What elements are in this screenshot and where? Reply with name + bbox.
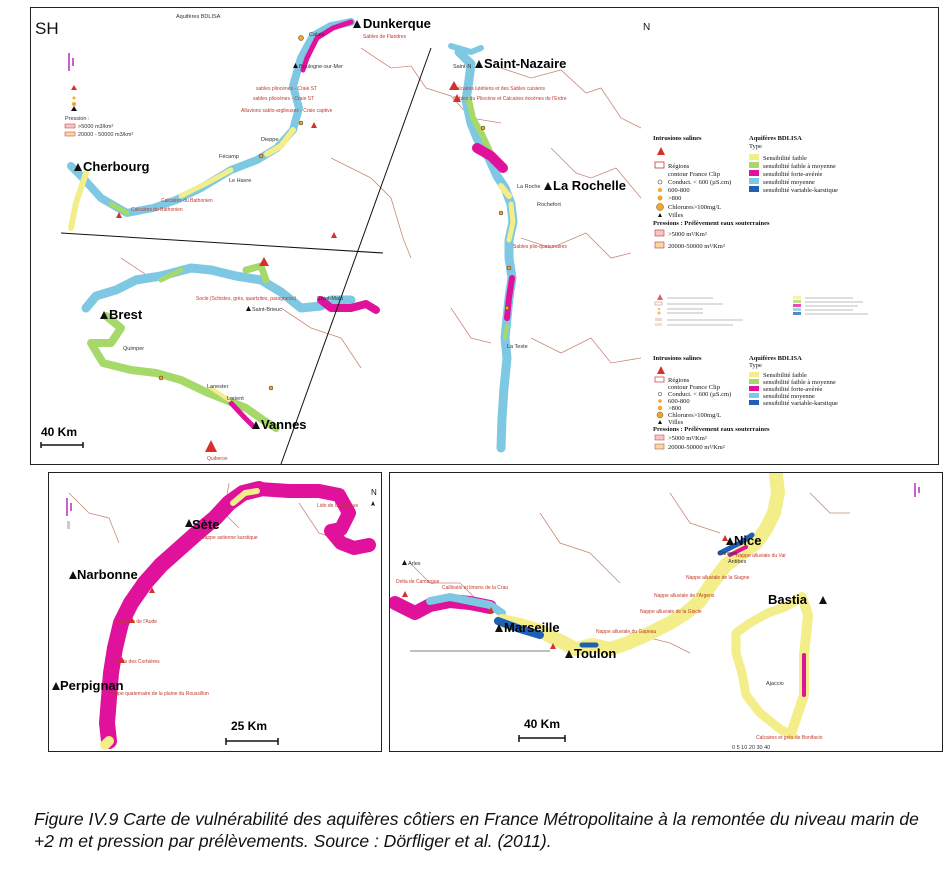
map-panel-atlantic-manche: [30, 7, 939, 465]
coast-corse: [736, 597, 808, 735]
place-saint-malo: Saint-Malo: [317, 296, 344, 302]
scale-label-br: 40 Km: [524, 717, 561, 731]
scalebar-ticks-br: 0 5 10 20 30 40: [732, 745, 771, 751]
place-ajaccio: Ajaccio: [766, 681, 784, 687]
legend3-s5: sensibilité variable-karstique: [763, 400, 838, 407]
legend-c600: 600-800: [668, 187, 690, 194]
place-boulogne: Boulogne-sur-Mer: [299, 64, 344, 70]
place-lanester: Lanester: [207, 384, 229, 390]
map-paca-corse: [390, 473, 942, 751]
city-vannes: Vannes: [261, 417, 307, 432]
legend-regions: Régions: [668, 163, 690, 170]
legend-s5: sensibilité variable-karstique: [763, 187, 838, 194]
legend3-conduct: Conduct. < 600 (µS.cm): [668, 391, 732, 398]
aq-bathonien-1: Calcaires du Bathonien: [161, 198, 213, 204]
place-quiberon: Quiberon: [207, 456, 228, 462]
aq-cuisiens: Calcaires lutétiens et des Sables cuisiens: [453, 86, 545, 92]
north-arrow-bl: N: [371, 488, 377, 497]
aq-camargue: Delta de Camargue: [396, 579, 440, 585]
place-rochefort: Rochefort: [537, 202, 561, 208]
city-narbonne: Narbonne: [77, 567, 138, 582]
scale-bar-bl: [226, 719, 278, 745]
scale-bar-top: [41, 425, 83, 448]
panel-label: SH: [35, 19, 59, 38]
aq-pliocene: Sables du Pliocène et Calcaires éocènes de l'Erdre: [453, 96, 567, 102]
place-saint-brieuc: Saint-Brieuc: [252, 307, 282, 313]
aq-craie-2: sables pliocènes - Craie ST: [253, 96, 315, 102]
place-cannes: Cannes: [718, 551, 737, 557]
legend-chlorures: Chlorures>100mg/L: [668, 204, 722, 211]
legend-p2: 20000-50000 m³/Km²: [668, 243, 725, 250]
intrusion-markers-br: [402, 535, 728, 649]
legend-medium: [653, 355, 838, 451]
city-bastia: Bastia: [768, 592, 808, 607]
place-saint-n: Saint-N: [453, 64, 472, 70]
place-fecamp: Fécamp: [219, 154, 239, 160]
city-sete: Sète: [192, 517, 220, 532]
scale-label-top: 40 Km: [41, 425, 78, 439]
legend3-villes: Villes: [668, 419, 684, 426]
map-atlantic-manche: [31, 8, 938, 464]
aq-argens: Nappe alluviale de l'Argens: [654, 593, 715, 599]
legend-s1: Sensibilité faible: [763, 155, 807, 162]
city-nice: Nice: [734, 533, 762, 548]
map-panel-paca-corse: [389, 472, 943, 752]
legend3-s4: sensibilité moyenne: [763, 393, 815, 400]
aq-craie-1: sables pliocènes - Craie ST: [256, 86, 318, 92]
legend3-p1: >5000 m³/Km²: [668, 435, 707, 442]
scale-bar-br: [519, 717, 770, 751]
aq-flandres: Sables de Flandres: [363, 34, 407, 40]
legend-aquiferes: Aquifères BDLISA: [749, 135, 802, 142]
mini-legend-br: [915, 483, 919, 497]
legend3-c800: >800: [668, 405, 682, 412]
aq-socle: Socle (Schistes, grès, quartzites, paragneiss): [196, 296, 297, 302]
legend3-p2: 20000-50000 m³/Km²: [668, 444, 725, 451]
legend3-type: Type: [749, 362, 762, 369]
legend-c800: >800: [668, 195, 682, 202]
map-panel-languedoc: [48, 472, 382, 752]
legend-villes: Villes: [668, 212, 684, 219]
scale-label-bl: 25 Km: [231, 719, 268, 733]
mini-pression-label: Pression :: [65, 116, 90, 122]
mini-legend-bl: [67, 498, 71, 529]
city-toulon: Toulon: [574, 646, 617, 661]
legend3-contour: contour France Clip: [668, 384, 720, 391]
aq-roussillon: Nappe quaternaire de la plaine du Roussillon: [109, 691, 209, 697]
aq-camargue-bl: Lido de Camargue: [317, 503, 359, 509]
place-le-havre: Le Havre: [229, 178, 252, 184]
place-la-teste: La Teste: [507, 344, 528, 350]
legend-small: [653, 292, 903, 332]
coast-languedoc: [105, 489, 369, 745]
header-aquiferes-mini: Aquifères BDLISA: [176, 14, 221, 20]
place-arles: Arles: [408, 561, 421, 567]
north-arrow-top: N: [643, 22, 651, 33]
place-lorient: Lorient: [227, 396, 244, 402]
mini-legend-top: [65, 53, 134, 138]
coast-paca: [395, 475, 778, 649]
legend3-s1: Sensibilité faible: [763, 372, 807, 379]
aq-siagne: Nappe alluviale de la Siagne: [686, 575, 750, 581]
aq-bonifacio: Calcaires et grès de Bonifacio: [756, 735, 823, 741]
mini-pression-1: >5000 m3/km²: [78, 124, 114, 130]
city-la-rochelle: La Rochelle: [553, 178, 626, 193]
legend3-s3: sensibilité forte-avérée: [763, 386, 823, 393]
legend3-regions: Régions: [668, 377, 690, 384]
aq-gapeau: Nappe alluviale du Gapeau: [596, 629, 657, 635]
aq-var: Nappe alluviale du Var: [736, 553, 786, 559]
legend3-s2: sensibilité faible à moyenne: [763, 379, 836, 386]
legend-s2: sensibilité faible à moyenne: [763, 163, 836, 170]
legend-s3: sensibilité forte-avérée: [763, 171, 823, 178]
aq-aude: Alluvions de l'Aude: [115, 619, 158, 625]
aq-corbieres: Karsts des Corbières: [113, 659, 160, 665]
mini-pression-2: 20000 - 50000 m3/km²: [78, 132, 134, 138]
place-dieppe: Dieppe: [261, 137, 279, 143]
legend-intrusions: Intrusions salines: [653, 135, 702, 142]
map-languedoc: [49, 473, 381, 751]
city-cherbourg: Cherbourg: [83, 159, 150, 174]
aq-fos: Cailloutis et limons de la Crau: [442, 585, 509, 591]
legend3-aquiferes: Aquifères BDLISA: [749, 355, 802, 362]
place-quimper: Quimper: [123, 346, 145, 352]
city-dunkerque: Dunkerque: [363, 16, 431, 31]
city-perpignan: Perpignan: [60, 678, 124, 693]
legend-s4: sensibilité moyenne: [763, 179, 815, 186]
city-marseille: Marseille: [504, 620, 560, 635]
place-la-roche: La Roche: [517, 184, 541, 190]
aq-bathonien-2: Calcaires du Bathonien: [131, 207, 183, 213]
legend-contour: contour France Clip: [668, 171, 720, 178]
legend3-c600: 600-800: [668, 398, 690, 405]
aq-astien: Nappe astienne karstique: [201, 535, 258, 541]
legend-conduct: Conduct. < 600 (µS.cm): [668, 179, 732, 186]
legend3-pressions: Pressions : Prélèvement eaux souterraines: [653, 426, 770, 433]
aq-plio-quat: Sables plio-quaternaires: [513, 244, 567, 250]
legend-p1: >5000 m³/Km²: [668, 231, 707, 238]
aq-giscle: Nappe alluviale de la Giscle: [640, 609, 702, 615]
place-calais: Calais: [309, 32, 325, 38]
legend-pressions: Pressions : Prélèvement eaux souterraines: [653, 220, 770, 227]
figure-caption: Figure IV.9 Carte de vulnérabilité des aquifères côtiers en France Métropolitaine à la remontée du niveau marin de +2 m et pression par prélèvements. Source : Dörfliger et al. (2011).: [34, 809, 919, 851]
legend-large: [653, 135, 838, 250]
legend3-intrusions: Intrusions salines: [653, 355, 702, 362]
city-brest: Brest: [109, 307, 143, 322]
aquifer-labels-bl: [109, 503, 358, 697]
legend3-chlorures: Chlorures>100mg/L: [668, 412, 722, 419]
city-saint-nazaire: Saint-Nazaire: [484, 56, 567, 71]
aq-alluvions: Alluvions sablo-argileuses - Craie captive: [241, 108, 333, 114]
legend-type: Type: [749, 143, 762, 150]
place-antibes: Antibes: [728, 559, 747, 565]
